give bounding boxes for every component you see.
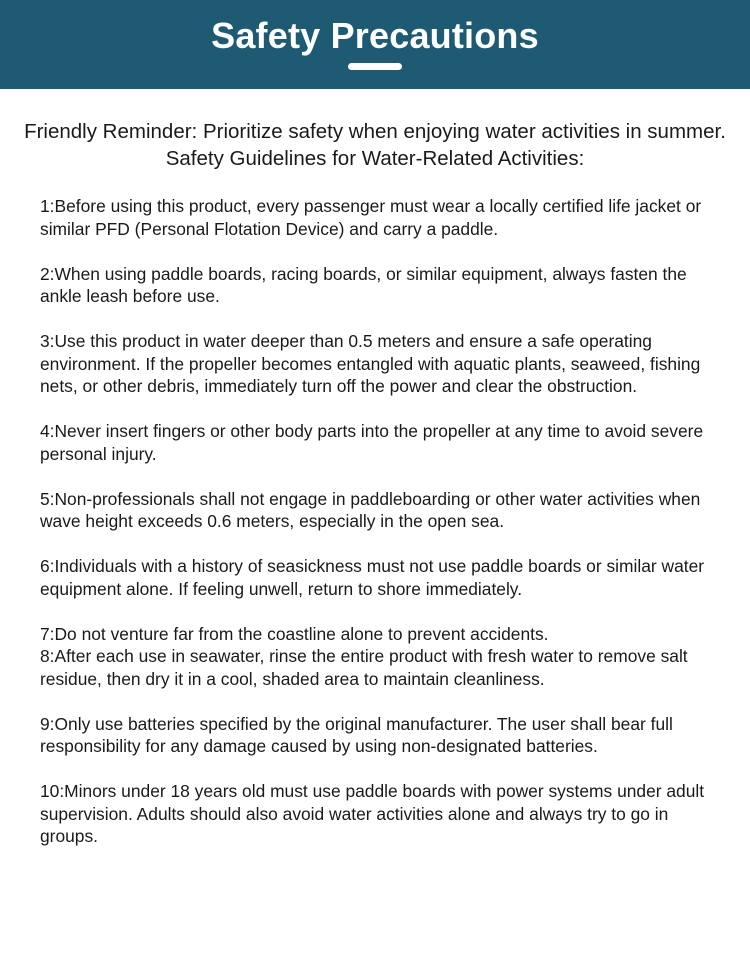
guideline-item: 10:Minors under 18 years old must use paddle boards with power systems under adult supervision. Adults should also avoid water activities alone and always try to go in groups. <box>40 781 705 846</box>
header-banner <box>0 0 750 89</box>
guideline-item: 6:Individuals with a history of seasickness must not use paddle boards or similar water equipment alone. If feeling unwell, return to shore immediately. <box>40 556 705 599</box>
title-underline <box>348 63 402 70</box>
guideline-item: 1:Before using this product, every passenger must wear a locally certified life jacket or similar PFD (Personal Flotation Device) and carry a paddle. <box>40 196 702 239</box>
guideline-item: 2:When using paddle boards, racing boards, or similar equipment, always fasten the ankle leash before use. <box>40 263 687 306</box>
page-title: Safety Precautions <box>211 15 539 56</box>
guideline-item: 9:Only use batteries specified by the original manufacturer. The user shall bear full responsibility for any damage caused by using non-designated batteries. <box>40 713 673 756</box>
guidelines-list <box>40 195 730 848</box>
guideline-item: 4:Never insert fingers or other body parts into the propeller at any time to avoid severe personal injury. <box>40 421 704 464</box>
guideline-item: 8:After each use in seawater, rinse the entire product with fresh water to remove salt residue, then dry it in a cool, shaded area to maintain cleanliness. <box>40 646 688 689</box>
guideline-item: 5:Non-professionals shall not engage in paddleboarding or other water activities when wave height exceeds 0.6 meters, especially in the open sea. <box>40 488 701 531</box>
guideline-item: 3:Use this product in water deeper than 0.5 meters and ensure a safe operating environment. If the propeller becomes entangled with aquatic plants, seaweed, fishing nets, or other debris, immediately turn off the power and clear the obstruction. <box>40 331 701 396</box>
guideline-item: 7:Do not venture far from the coastline alone to prevent accidents. <box>40 623 549 644</box>
intro-reminder: Friendly Reminder: Prioritize safety when enjoying water activities in summer. Safety Guidelines for Water-Related Activities: <box>24 120 726 170</box>
